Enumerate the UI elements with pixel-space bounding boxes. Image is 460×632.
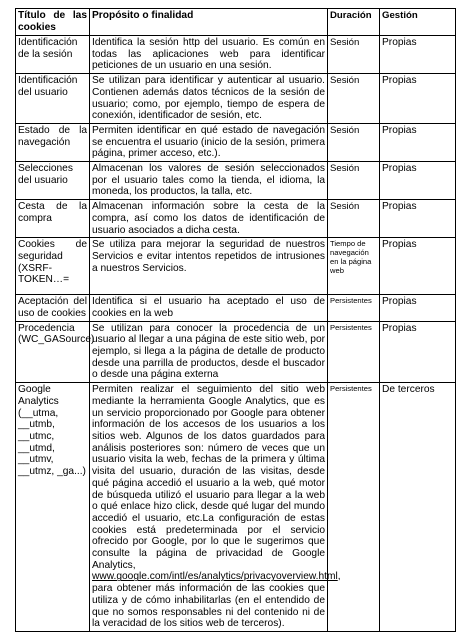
table-header-row xyxy=(16,9,456,36)
cookie-name: Procedencia (WC_GASource) xyxy=(16,321,90,383)
header-title: Título de las cookies xyxy=(16,9,90,36)
cookie-duration: Tiempo de navegación en la página web xyxy=(328,238,380,295)
cookie-name: Selecciones del usuario xyxy=(16,162,90,200)
cookie-name: Identificación de la sesión xyxy=(16,36,90,74)
cookie-management: Propias xyxy=(380,74,456,124)
cookie-purpose: Identifica la sesión http del usuario. Es común en todas las aplicaciones web para identificar peticiones de un usuario en una sesión. xyxy=(90,36,328,74)
cookies-table xyxy=(15,8,456,632)
cookie-duration: Sesión xyxy=(328,36,380,74)
table-row xyxy=(16,74,456,124)
header-management: Gestión xyxy=(380,9,456,36)
table-row xyxy=(16,321,456,383)
cookie-purpose xyxy=(90,383,341,632)
table-row xyxy=(16,295,456,321)
table-row xyxy=(16,238,456,295)
cookie-duration: Sesión xyxy=(328,200,380,238)
cookie-purpose: Almacenan los valores de sesión seleccionados por el usuario tales como la tienda, el idioma, la moneda, los productos, la talla, etc. xyxy=(90,162,328,200)
table-row xyxy=(16,36,456,74)
cookie-purpose: Se utilizan para conocer la procedencia de un usuario al llegar a una página de este sitio web, por ejemplo, si llega a la página de detalle de producto desde una parrilla de productos, desde el buscador o desde una página externa xyxy=(90,321,328,383)
cookie-name: Google Analytics (__utma, __utmb, __utmc, __utmd, __utmv, __utmz, _ga...) xyxy=(16,383,90,632)
cookie-duration: Persistentes xyxy=(328,321,380,383)
table-row xyxy=(16,383,456,632)
cookie-purpose-text-after: , para obtener más información de las cookies que utiliza y de cómo inhabilitarlas (en el entendido de que no somos responsables ni del contenido ni de la veracidad de los sitios web de terceros). xyxy=(92,571,341,630)
table-row xyxy=(16,200,456,238)
cookie-management: Propias xyxy=(380,123,456,161)
cookie-management: De terceros xyxy=(380,383,456,632)
cookie-purpose: Identifica si el usuario ha aceptado el uso de cookies en la web xyxy=(90,295,328,321)
cookie-management: Propias xyxy=(380,200,456,238)
cookie-purpose: Permiten identificar en qué estado de navegación se encuentra el usuario (inicio de la sesión, primera página, primer acceso, etc.). xyxy=(90,123,328,161)
cookie-purpose: Almacenan información sobre la cesta de la compra, así como los datos de identificación de usuario asociados a dicha cesta. xyxy=(90,200,328,238)
cookie-duration: Persistentes xyxy=(328,295,380,321)
table-row xyxy=(16,123,456,161)
table-row xyxy=(16,162,456,200)
cookie-duration: Sesión xyxy=(328,123,380,161)
cookie-purpose: Se utiliza para mejorar la seguridad de nuestros Servicios e evitar intentos repetidos de intrusiones a nuestros Servicios. xyxy=(90,238,328,295)
cookie-name: Aceptación del uso de cookies xyxy=(16,295,90,321)
cookie-purpose: Se utilizan para identificar y autenticar al usuario. Contienen además datos técnicos de la sesión de usuario; como, por ejemplo, tiempo de espera de conexión, identificador de sesión, etc. xyxy=(90,74,328,124)
cookie-name: Identificación del usuario xyxy=(16,74,90,124)
cookie-duration: Sesión xyxy=(328,162,380,200)
cookie-name: Estado de la navegación xyxy=(16,123,90,161)
cookie-name: Cookies de seguridad (XSRF-TOKEN…= xyxy=(16,238,90,295)
cookie-management: Propias xyxy=(380,36,456,74)
privacy-overview-link[interactable]: www.google.com/intl/es/analytics/privacyoverview.html xyxy=(92,571,338,583)
header-purpose: Propósito o finalidad xyxy=(90,9,328,36)
cookie-management: Propias xyxy=(380,321,456,383)
header-duration: Duración xyxy=(328,9,380,36)
cookie-purpose-text: Permiten realizar el seguimiento del sitio web mediante la herramienta Google Analytics, que es un servicio proporcionado por Google para obtener información de los accesos de los usuarios a los sitios web. Algunos de los datos guardados para análisis posteriores son: número de veces que un usuario visita la web, fechas de la primera y última visita del usuario, duración de las visitas, desde qué página accedió el usuario a la web, qué motor de búsqueda utilizó el usuario para llegar a la web o qué enlace hizo click, desde qué lugar del mundo accedió el usuario, etc.La configuración de estas cookies está predeterminada por el servicio ofrecido por Google, por lo que le sugerimos que consulte la página de privacidad de Google Analytics, xyxy=(92,384,325,571)
cookie-name: Cesta de la compra xyxy=(16,200,90,238)
cookie-duration: Sesión xyxy=(328,74,380,124)
cookie-management: Propias xyxy=(380,238,456,295)
cookie-management: Propias xyxy=(380,162,456,200)
cookie-duration: Persistentes xyxy=(328,383,380,632)
cookie-management: Propias xyxy=(380,295,456,321)
